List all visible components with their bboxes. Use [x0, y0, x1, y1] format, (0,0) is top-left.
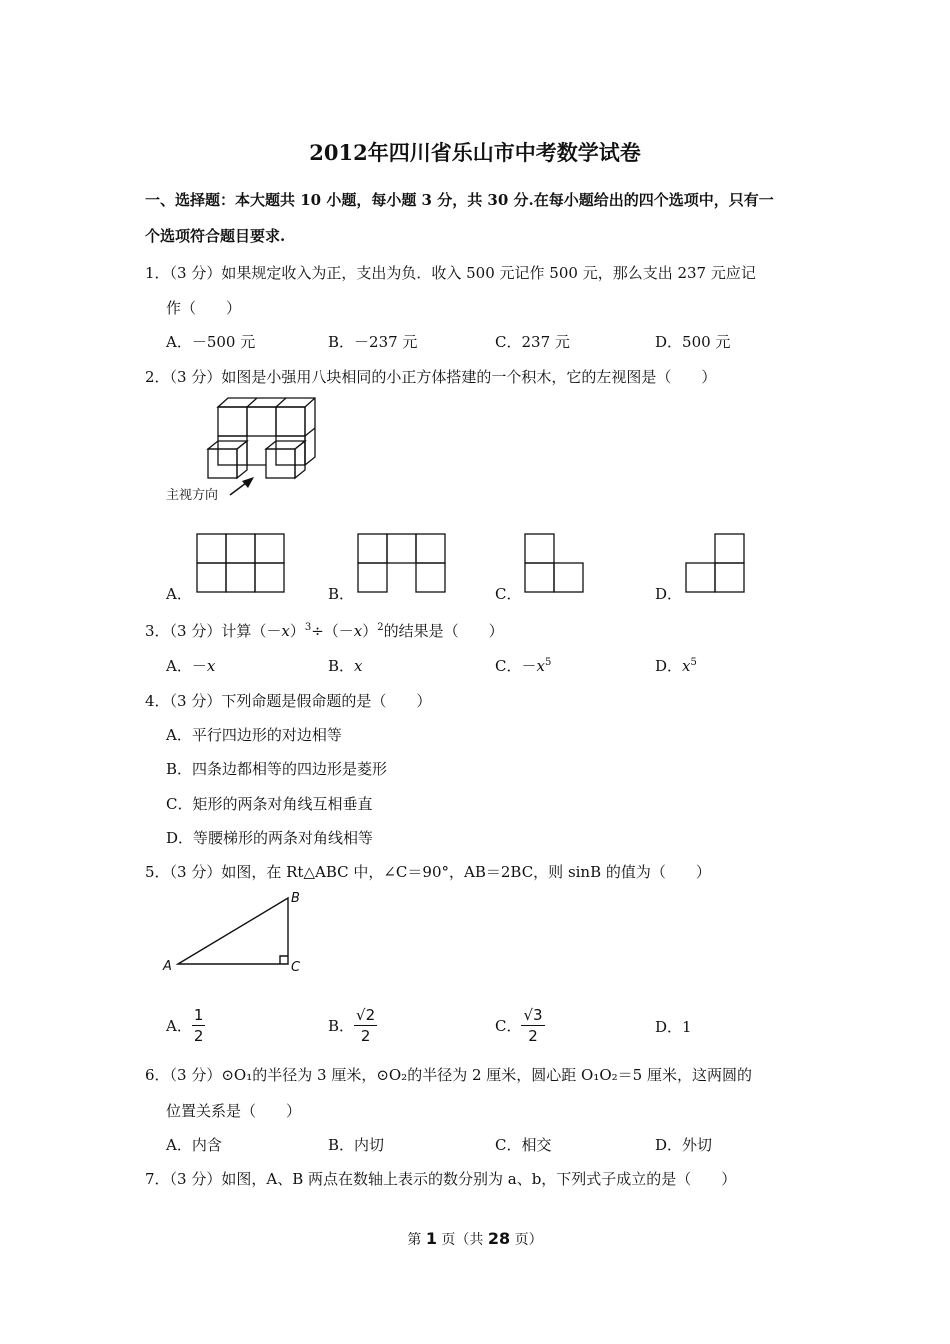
- q4-option-c: C．矩形的两条对角线互相垂直: [166, 795, 373, 813]
- q5-option-d: D．1: [655, 1018, 692, 1036]
- q1-option-d: D．500 元: [655, 333, 731, 351]
- q2-option-b: B．: [328, 585, 355, 603]
- blocks-figure: [160, 395, 330, 510]
- q3-option-b: B．x: [328, 657, 363, 675]
- question-6-line1: 6．（3 分）⊙O₁的半径为 3 厘米，⊙O₂的半径为 2 厘米，圆心距 O₁O₂＝5 厘米，这两圆的: [145, 1066, 752, 1084]
- q2-option-c: C．: [495, 585, 522, 603]
- section-header-line1: 一、选择题：本大题共 10 小题，每小题 3 分，共 30 分.在每小题给出的四个选项中，只有一: [145, 191, 774, 209]
- q1-option-c: C．237 元: [495, 333, 570, 351]
- q4-option-b: B．四条边都相等的四边形是菱形: [166, 760, 388, 778]
- section-header-line2: 个选项符合题目要求.: [145, 227, 286, 245]
- q2-option-c-figure: [524, 533, 586, 595]
- vertex-c: C: [291, 960, 301, 975]
- q2-option-a: A．: [166, 585, 192, 603]
- question-1-line1: 1．（3 分）如果规定收入为正，支出为负．收入 500 元记作 500 元，那么支出 237 元应记: [145, 264, 756, 282]
- q3-option-a: A．－x: [166, 657, 216, 675]
- page-title: 2012年四川省乐山市中考数学试卷: [309, 140, 641, 165]
- triangle-figure: [160, 888, 310, 978]
- question-4: 4．（3 分）下列命题是假命题的是（ ）: [145, 692, 432, 710]
- q6-option-b: B．内切: [328, 1136, 385, 1154]
- q6-option-c: C．相交: [495, 1136, 552, 1154]
- q4-option-d: D．等腰梯形的两条对角线相等: [166, 829, 374, 847]
- fraction-root2-over-2: $\frac{√2}{2}$: [356, 1006, 376, 1045]
- q2-option-b-figure: [357, 533, 447, 595]
- q6-option-a: A．内含: [166, 1136, 222, 1154]
- q1-option-b: B．－237 元: [328, 333, 418, 351]
- page-footer: 第 1 页（共 28 页）: [407, 1229, 543, 1248]
- q4-option-a: A．平行四边形的对边相等: [166, 726, 342, 744]
- q3-option-d: D．$x^5$: [655, 657, 697, 675]
- question-3: 3．（3 分）计算$(-x)^3\div(-x)^2$的结果是（ ）: [145, 622, 504, 640]
- question-7: 7．（3 分）如图，A、B 两点在数轴上表示的数分别为 a、b，下列式子成立的是（ ）: [145, 1170, 737, 1188]
- page-number: 1: [425, 1229, 437, 1248]
- q5-option-c: C． $\frac{√3}{2}$: [495, 1006, 543, 1045]
- page-total: 28: [487, 1229, 511, 1248]
- q5-option-b: B． $\frac{√2}{2}$: [328, 1006, 376, 1045]
- question-2: 2．（3 分）如图是小强用八块相同的小正方体搭建的一个积木，它的左视图是（ ）: [145, 368, 717, 386]
- q2-option-d: D．: [655, 585, 683, 603]
- q1-option-a: A．－500 元: [166, 333, 256, 351]
- view-direction-label: 主视方向: [166, 488, 219, 503]
- q6-option-d: D．外切: [655, 1136, 713, 1154]
- question-6-line2: 位置关系是（ ）: [166, 1102, 302, 1120]
- fraction-one-half: $\frac{1}{2}$: [193, 1006, 204, 1045]
- q5-option-a: A． $\frac{1}{2}$: [166, 1006, 204, 1045]
- question-5: 5．（3 分）如图，在 Rt△ABC 中，∠C＝90°，AB＝2BC，则 sinB 的值为（ ）: [145, 863, 711, 881]
- q3-option-c: C．$-x^5$: [495, 657, 552, 675]
- q2-option-a-figure: [196, 533, 286, 595]
- vertex-a: A: [163, 959, 172, 974]
- fraction-root3-over-2: $\frac{√3}{2}$: [523, 1006, 543, 1045]
- vertex-b: B: [291, 891, 300, 906]
- q2-option-d-figure: [685, 533, 747, 595]
- question-1-line2: 作（ ）: [166, 299, 242, 317]
